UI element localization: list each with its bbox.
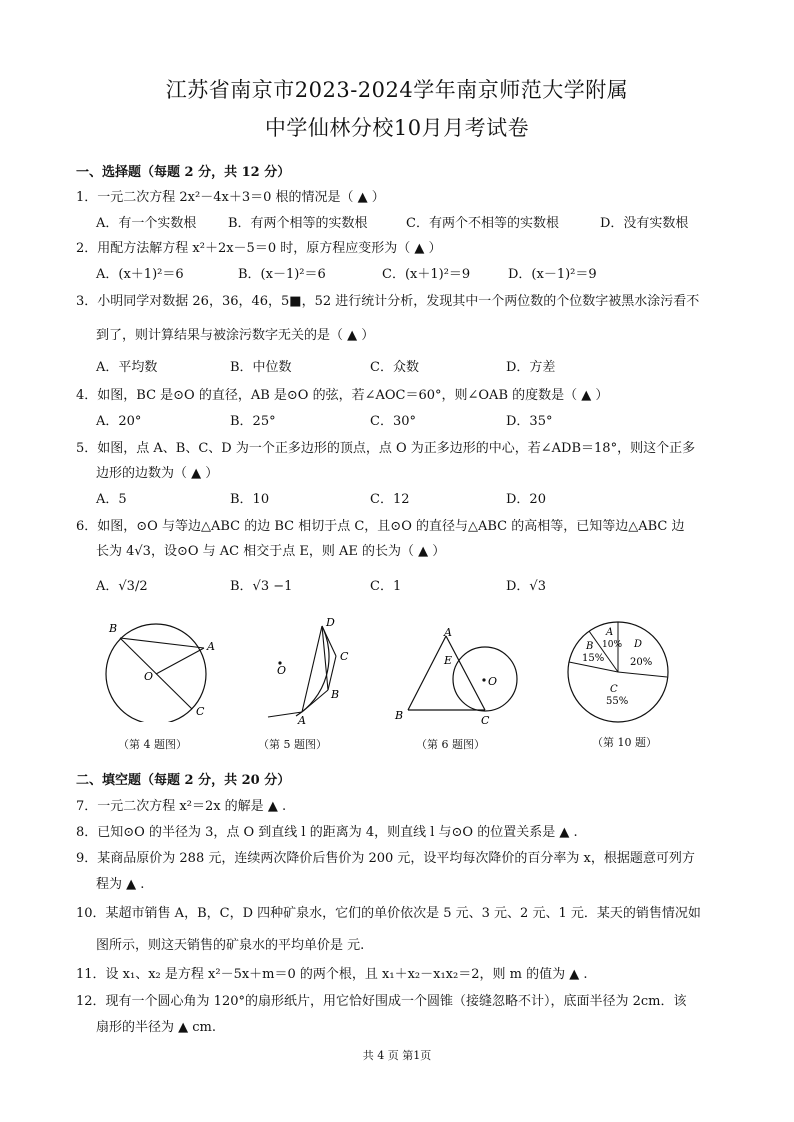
question-2-option-b: B．(x－1)²＝6: [238, 267, 326, 282]
question-6-option-c: C．1: [370, 579, 402, 594]
question-1-option-d: D．没有实数根: [600, 216, 689, 231]
question-1-option-b: B．有两个相等的实数根: [228, 216, 368, 231]
figure-5-segment-da: [302, 626, 322, 712]
question-7-text: 7．一元二次方程 x²＝2x 的解是 ▲ .: [76, 799, 287, 814]
question-3-option-b: B．中位数: [230, 360, 292, 375]
question-6-option-b: B．√3 −1: [230, 579, 293, 594]
figure-6-label-c: C: [481, 714, 490, 727]
question-4-stem: 4．如图，BC 是⊙O 的直径，AB 是⊙O 的弦，若∠AOC＝60°，则∠OAB 的度数是（ ▲ ）: [76, 388, 609, 403]
question-2-option-d: D．(x－1)²＝9: [508, 267, 597, 282]
title-line-2: 中学仙林分校10月月考试卷: [264, 116, 530, 140]
figure-10-label-a: A: [606, 627, 614, 638]
question-8-text: 8．已知⊙O 的半径为 3，点 O 到直线 l 的距离为 4，则直线 l 与⊙O 的位置关系是 ▲ .: [76, 825, 578, 840]
question-1-stem: 1．一元二次方程 2x²－4x＋3＝0 根的情况是（ ▲ ）: [76, 190, 385, 205]
figure-4-label-c: C: [196, 705, 205, 718]
figure-10-pie: [560, 614, 680, 724]
section-heading-choice: 一、选择题（每题 2 分，共 12 分）: [76, 165, 291, 180]
figure-10-caption: （第 10 题）: [592, 736, 657, 749]
figure-5-label-o: O: [277, 664, 287, 677]
question-3-option-a: A．平均数: [96, 360, 158, 375]
figure-10-value-a: 10%: [602, 640, 623, 650]
figure-5-label-a: A: [298, 714, 306, 727]
figure-10-value-b: 15%: [582, 653, 605, 664]
question-5-stem-line-2: 边形的边数为（ ▲ ）: [96, 466, 219, 481]
question-3-option-c: C．众数: [370, 360, 419, 375]
question-2-option-c: C．(x＋1)²＝9: [382, 267, 471, 282]
question-5-option-a: A．5: [96, 492, 127, 507]
figure-4-label-o: O: [144, 670, 154, 683]
section-heading-fill: 二、填空题（每题 2 分，共 20 分）: [76, 773, 291, 788]
question-2-stem: 2．用配方法解方程 x²＋2x－5＝0 时，原方程应变形为（ ▲ ）: [76, 241, 442, 256]
figure-10-label-b: B: [586, 641, 594, 652]
figure-6-center-dot: [482, 678, 485, 681]
question-9-text-line-2: 程为 ▲ .: [96, 877, 145, 892]
question-3-stem-line-1: 3．小明同学对数据 26，36，46，5■，52 进行统计分析，发现其中一个两位数的个位数字被黑水涂污看不: [76, 294, 700, 309]
question-12-text-line-1: 12．现有一个圆心角为 120°的扇形纸片，用它恰好围成一个圆锥（接缝忽略不计），底面半径为 2cm．该: [76, 994, 687, 1009]
figure-6-label-e: E: [444, 654, 453, 667]
question-4-option-b: B．25°: [230, 414, 276, 429]
figure-10-value-c: 55%: [606, 696, 629, 707]
figure-6-label-b: B: [395, 709, 404, 722]
figure-5-label-c: C: [340, 650, 349, 663]
figure-5-caption: （第 5 题图）: [258, 738, 327, 751]
question-6-stem-line-1: 6．如图，⊙O 与等边△ABC 的边 BC 相切于点 C，且⊙O 的直径与△ABC 的高相等，已知等边△ABC 边: [76, 519, 685, 534]
question-9-text-line-1: 9．某商品原价为 288 元，连续两次降价后售价为 200 元，设平均每次降价的百分率为 x，根据题意可列方: [76, 851, 695, 866]
question-5-stem-line-1: 5．如图，点 A、B、C、D 为一个正多边形的顶点，点 O 为正多边形的中心，若∠ADB＝18°，则这个正多: [76, 441, 696, 456]
question-5-option-c: C．12: [370, 492, 410, 507]
question-4-option-c: C．30°: [370, 414, 416, 429]
figure-6-label-a: A: [444, 626, 452, 639]
question-6-stem-line-2: 长为 4√3，设⊙O 与 AC 相交于点 E，则 AE 的长为（ ▲ ）: [96, 544, 446, 559]
page-footer: 共 4 页 第1页: [362, 1049, 432, 1062]
question-4-option-a: A．20°: [96, 414, 142, 429]
question-11-text: 11．设 x₁、x₂ 是方程 x²－5x＋m＝0 的两个根，且 x₁＋x₂－x₁x₂＝2，则 m 的值为 ▲ .: [76, 967, 588, 982]
figure-6-side-ab: [408, 636, 446, 710]
figure-4-diagram: [100, 612, 230, 722]
figure-5-label-d: D: [326, 616, 335, 629]
question-5-option-d: D．20: [506, 492, 546, 507]
figure-6-label-o: O: [488, 675, 498, 688]
question-3-stem-line-2: 到了，则计算结果与被涂污数字无关的是（ ▲ ）: [96, 328, 375, 343]
question-6-option-d: D．√3: [506, 579, 546, 594]
figure-4-radius-oa: [156, 648, 204, 674]
figure-10-divider-4: [618, 672, 667, 677]
figure-4-caption: （第 4 题图）: [118, 738, 187, 751]
question-5-option-b: B．10: [230, 492, 270, 507]
figure-10-value-d: 20%: [630, 657, 653, 668]
question-3-option-d: D．方差: [506, 360, 556, 375]
figure-5-label-b: B: [331, 688, 340, 701]
question-1-option-c: C．有两个不相等的实数根: [406, 216, 559, 231]
question-6-option-a: A．√3/2: [96, 579, 148, 594]
figure-10-label-d: D: [634, 639, 643, 650]
question-10-text-line-1: 10．某超市销售 A，B，C，D 四种矿泉水，它们的单价依次是 5 元、3 元、2 元、1 元．某天的销售情况如: [76, 906, 701, 921]
figure-10-label-c: C: [610, 684, 618, 695]
figure-4-label-b: B: [109, 622, 118, 635]
question-4-option-d: D．35°: [506, 414, 553, 429]
question-10-text-line-2: 图所示，则这天销售的矿泉水的平均单价是 元.: [96, 938, 365, 953]
question-12-text-line-2: 扇形的半径为 ▲ cm.: [96, 1020, 217, 1035]
title-line-1: 江苏省南京市2023-2024学年南京师范大学附属: [165, 78, 629, 102]
question-2-option-a: A．(x＋1)²＝6: [96, 267, 184, 282]
figure-4-label-a: A: [207, 640, 215, 653]
figure-6-caption: （第 6 题图）: [416, 738, 485, 751]
figure-5-tail: [268, 712, 302, 717]
question-1-option-a: A．有一个实数根: [96, 216, 197, 231]
figure-5-diagram: [260, 612, 360, 727]
figure-6-diagram: [390, 622, 530, 732]
